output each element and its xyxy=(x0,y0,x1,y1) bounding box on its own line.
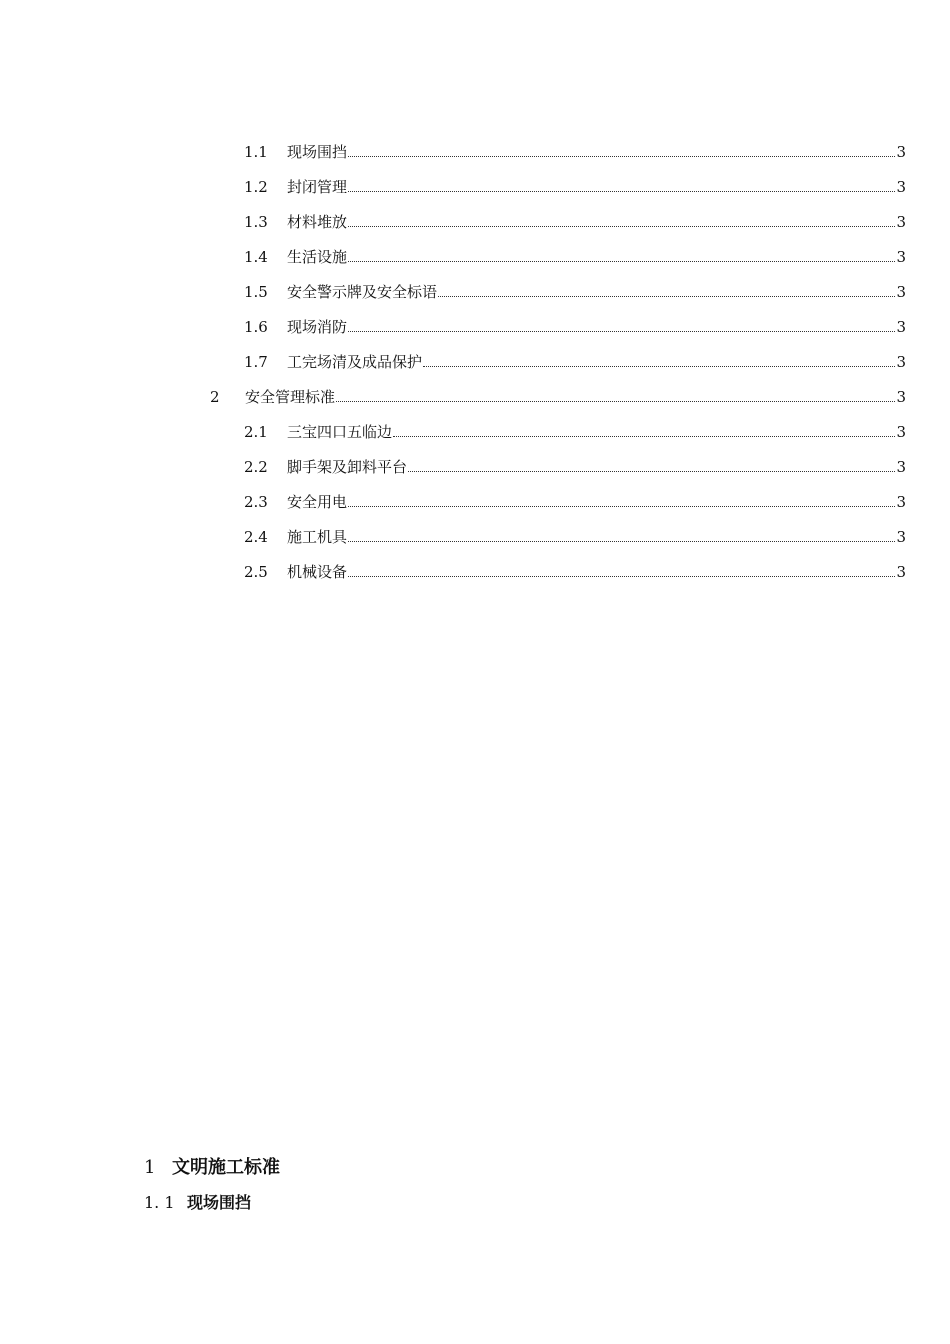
toc-entry-page: 3 xyxy=(896,248,906,266)
toc-leader-dots xyxy=(348,190,895,192)
toc-entry[interactable] xyxy=(244,336,906,371)
toc-leader-dots xyxy=(348,540,895,542)
toc-entry-number: 1.6 xyxy=(244,318,268,336)
toc-entry-page: 3 xyxy=(896,213,906,231)
toc-leader-dots xyxy=(348,505,895,507)
toc-entry[interactable] xyxy=(244,126,906,161)
toc-leader-dots xyxy=(348,575,895,577)
toc-entry-title: 材料堆放 xyxy=(287,213,348,231)
toc-leader-dots xyxy=(393,435,895,437)
subsection-heading-title: 现场围挡 xyxy=(187,1193,252,1212)
toc-entry-title: 安全警示牌及安全标语 xyxy=(287,283,438,301)
toc-entry-number: 1.4 xyxy=(244,248,268,266)
toc-entry-title: 施工机具 xyxy=(287,528,348,546)
toc-entry-title: 现场围挡 xyxy=(287,143,348,161)
section-heading-1 xyxy=(144,1153,280,1179)
toc-entry-page: 3 xyxy=(896,318,906,336)
toc-entry-title: 三宝四口五临边 xyxy=(287,423,393,441)
section-heading-number: 1 xyxy=(144,1157,156,1178)
toc-entry-number: 1.7 xyxy=(244,353,268,371)
toc-entry[interactable] xyxy=(244,231,906,266)
toc-entry[interactable] xyxy=(244,441,906,476)
toc-leader-dots xyxy=(348,260,895,262)
toc-entry[interactable] xyxy=(244,196,906,231)
subsection-heading-number: 1. 1 xyxy=(144,1193,175,1212)
toc-entry-title: 生活设施 xyxy=(287,248,348,266)
toc-entry[interactable] xyxy=(244,266,906,301)
toc-entry-number: 2.1 xyxy=(244,423,268,441)
toc-entry-title: 现场消防 xyxy=(287,318,348,336)
toc-leader-dots xyxy=(438,295,895,297)
toc-entry[interactable] xyxy=(244,406,906,441)
section-heading-title: 文明施工标准 xyxy=(172,1157,280,1178)
toc-entry[interactable] xyxy=(210,371,906,406)
toc-entry-page: 3 xyxy=(896,423,906,441)
toc-entry-title: 机械设备 xyxy=(287,563,348,581)
toc-leader-dots xyxy=(423,365,895,367)
toc-entry-page: 3 xyxy=(896,493,906,511)
toc-entry-page: 3 xyxy=(896,458,906,476)
toc-leader-dots xyxy=(348,330,895,332)
toc-entry-number: 1.5 xyxy=(244,283,268,301)
toc-entry[interactable] xyxy=(244,476,906,511)
toc-leader-dots xyxy=(348,225,895,227)
toc-entry-number: 2.2 xyxy=(244,458,268,476)
toc-entry-number: 1.3 xyxy=(244,213,268,231)
toc-entry-number: 1.1 xyxy=(244,143,268,161)
toc-leader-dots xyxy=(408,470,895,472)
toc-entry-page: 3 xyxy=(896,528,906,546)
toc-entry-number: 2.4 xyxy=(244,528,268,546)
toc-entry-page: 3 xyxy=(896,388,906,406)
toc-entry-page: 3 xyxy=(896,283,906,301)
toc-entry-number: 2.3 xyxy=(244,493,268,511)
toc-entry-number: 2.5 xyxy=(244,563,268,581)
toc-entry-number: 2 xyxy=(210,388,220,406)
section-heading-2 xyxy=(144,1190,251,1213)
toc-leader-dots xyxy=(348,155,895,157)
toc-entry-title: 封闭管理 xyxy=(287,178,348,196)
toc-entry-page: 3 xyxy=(896,563,906,581)
toc-entry-page: 3 xyxy=(896,143,906,161)
toc-entry-number: 1.2 xyxy=(244,178,268,196)
toc-entry-title: 工完场清及成品保护 xyxy=(287,353,423,371)
toc-entry[interactable] xyxy=(244,546,906,581)
toc-entry-page: 3 xyxy=(896,353,906,371)
toc-entry-title: 安全用电 xyxy=(287,493,348,511)
toc-entry-title: 脚手架及卸料平台 xyxy=(287,458,408,476)
toc-entry-title: 安全管理标准 xyxy=(245,388,336,406)
toc-entry-page: 3 xyxy=(896,178,906,196)
toc-entry[interactable] xyxy=(244,161,906,196)
toc-entry[interactable] xyxy=(244,511,906,546)
toc-leader-dots xyxy=(336,400,895,402)
toc-entry[interactable] xyxy=(244,301,906,336)
